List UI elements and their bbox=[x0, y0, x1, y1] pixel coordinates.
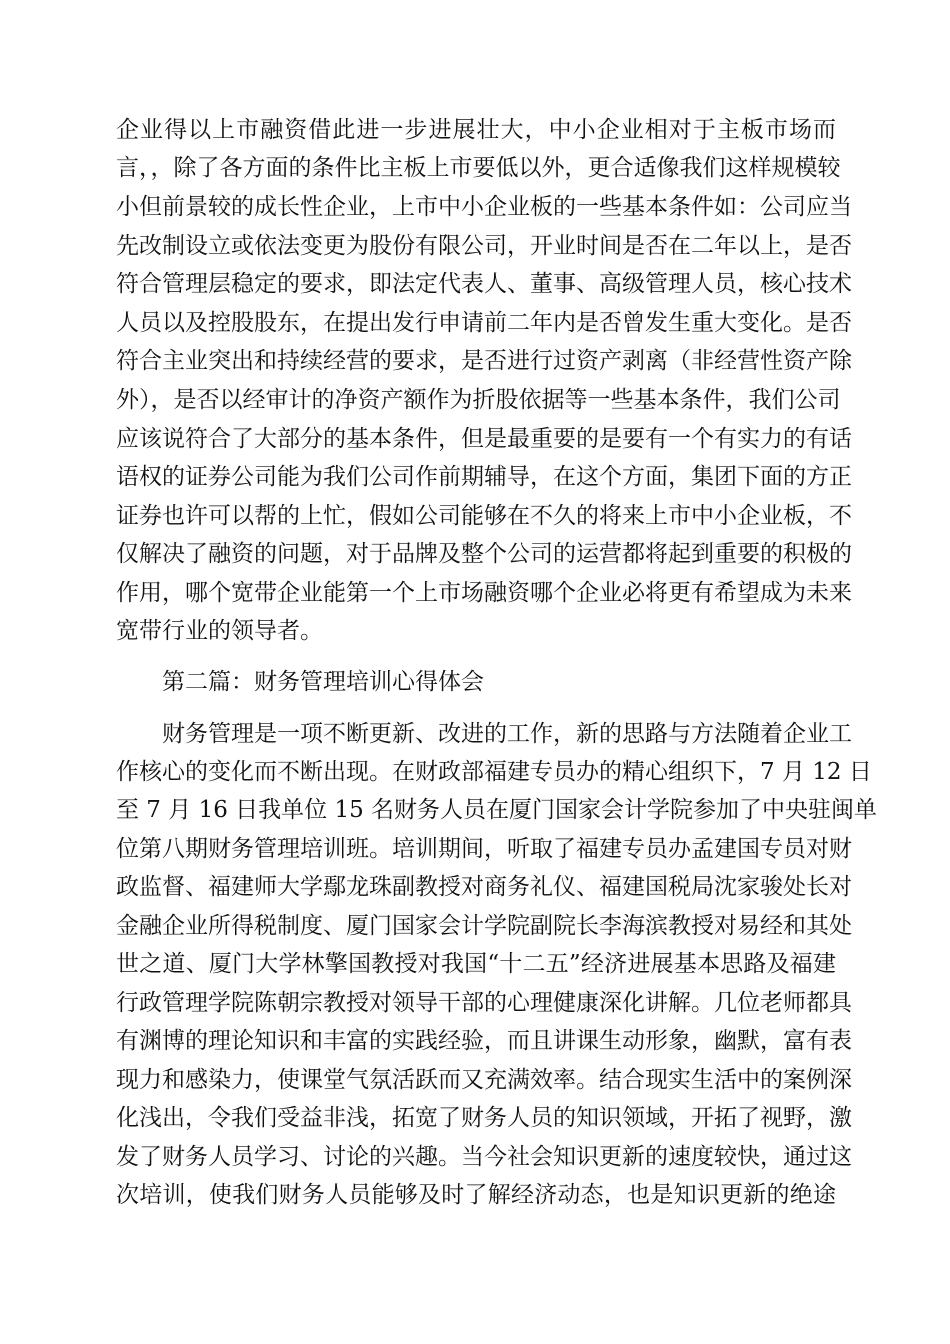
text-line: 作用，哪个宽带企业能第一个上市场融资哪个企业必将更有希望成为未来 bbox=[116, 580, 852, 606]
text-line: 现力和感染力，使课堂气氛活跃而又充满效率。结合现实生活中的案例深 bbox=[116, 1067, 852, 1093]
text-line: 符合管理层稳定的要求，即法定代表人、董事、高级管理人员，核心技术 bbox=[116, 271, 852, 297]
text-line: 金融企业所得税制度、厦门国家会计学院副院长李海滨教授对易经和其处 bbox=[116, 913, 852, 939]
text-line: 外），是否以经审计的净资产额作为折股依据等一些基本条件，我们公司 bbox=[116, 387, 841, 413]
text-line: 语权的证券公司能为我们公司作前期辅导，在这个方面，集团下面的方正 bbox=[116, 464, 852, 490]
text-line: 证券也许可以帮的上忙，假如公司能够在不久的将来上市中小企业板，不 bbox=[116, 503, 852, 529]
text-line: 至 7 月 16 日我单位 15 名财务人员在厦门国家会计学院参加了中央驻闽单 bbox=[116, 797, 878, 823]
text-line: 作核心的变化而不断出现。在财政部福建专员办的精心组织下，7 月 12 日 bbox=[116, 759, 872, 785]
text-line: 宽带行业的领导者。 bbox=[116, 618, 323, 644]
text-line: 先改制设立或依法变更为股份有限公司，开业时间是否在二年以上，是否 bbox=[116, 233, 852, 259]
text-line: 应该说符合了大部分的基本条件，但是最重要的是要有一个有实力的有话 bbox=[116, 426, 852, 452]
section-heading: 第二篇：财务管理培训心得体会 bbox=[162, 669, 484, 695]
text-line: 符合主业突出和持续经营的要求，是否进行过资产剥离（非经营性资产除 bbox=[116, 348, 852, 374]
text-line: 次培训，使我们财务人员能够及时了解经济动态，也是知识更新的绝途 bbox=[116, 1182, 836, 1208]
text-line: 人员以及控股股东，在提出发行申请前二年内是否曾发生重大变化。是否 bbox=[116, 310, 852, 336]
text-line: 世之道、厦门大学林擎国教授对我国“十二五”经济进展基本思路及福建 bbox=[116, 951, 836, 977]
text-line: 言，，除了各方面的条件比主板上市要低以外，更合适像我们这样规模较 bbox=[116, 155, 841, 181]
text-line: 仅解决了融资的问题，对于品牌及整个公司的运营都将起到重要的积极的 bbox=[116, 541, 852, 567]
text-line: 财务管理是一项不断更新、改进的工作，新的思路与方法随着企业工 bbox=[162, 721, 852, 747]
text-line: 有渊博的理论知识和丰富的实践经验，而且讲课生动形象，幽默，富有表 bbox=[116, 1028, 852, 1054]
text-line: 行政管理学院陈朝宗教授对领导干部的心理健康深化讲解。几位老师都具 bbox=[116, 990, 852, 1016]
text-line: 小但前景较的成长性企业，上市中小企业板的一些基本条件如：公司应当 bbox=[116, 194, 852, 220]
text-line: 企业得以上市融资借此进一步进展壮大，中小企业相对于主板市场而 bbox=[116, 117, 836, 143]
text-line: 化浅出，令我们受益非浅，拓宽了财务人员的知识领域，开拓了视野，激 bbox=[116, 1105, 852, 1131]
text-line: 政监督、福建师大学鄢龙珠副教授对商务礼仪、福建国税局沈家骏处长对 bbox=[116, 874, 852, 900]
text-line: 发了财务人员学习、讨论的兴趣。当今社会知识更新的速度较快，通过这 bbox=[116, 1144, 852, 1170]
text-line: 位第八期财务管理培训班。培训期间，听取了福建专员办孟建国专员对财 bbox=[116, 836, 852, 862]
